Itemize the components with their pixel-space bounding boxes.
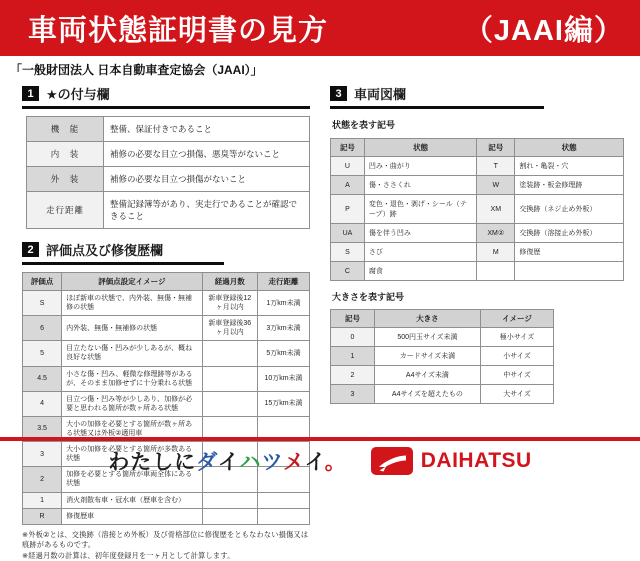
- footnotes: [22, 530, 314, 561]
- table-cell: 修復歴車: [62, 508, 202, 524]
- size-symbol-table: [330, 309, 554, 404]
- slogan-char: イ: [304, 451, 325, 474]
- table-cell: 塗装跡・板金修理跡: [515, 176, 624, 195]
- table-cell: XM②: [477, 224, 515, 243]
- table-cell: 1: [23, 492, 62, 508]
- table-row: [23, 291, 310, 316]
- daihatsu-d-icon: [371, 447, 413, 475]
- section-2-title: 評価点及び修復歴欄: [46, 243, 164, 258]
- table-cell: U: [331, 157, 365, 176]
- table-row: [23, 316, 310, 341]
- page-title: 車両状態証明書の見方: [28, 14, 329, 47]
- section-3-title: 車両図欄: [354, 87, 407, 102]
- column-header: 記号: [331, 310, 375, 328]
- table-cell: 交換跡（溶接止め外板）: [515, 224, 624, 243]
- table-cell: S: [23, 291, 62, 316]
- table-cell: [515, 262, 624, 281]
- size-symbols-label: 大きさを表す記号: [332, 292, 405, 302]
- table-cell: 新車登録後12ヶ月以内: [202, 291, 257, 316]
- table-cell: 2: [331, 366, 375, 385]
- right-column: [330, 84, 626, 404]
- table-cell: A4サイズを超えたもの: [374, 385, 480, 404]
- table-row: [23, 492, 310, 508]
- table-cell: A4サイズ未満: [374, 366, 480, 385]
- table-cell: R: [23, 508, 62, 524]
- table-cell: 5万km未満: [258, 341, 310, 366]
- section-2-header: [22, 240, 224, 265]
- footer: [0, 444, 640, 478]
- table-cell: UA: [331, 224, 365, 243]
- table-cell: 中サイズ: [480, 366, 553, 385]
- table-cell: 小サイズ: [480, 347, 553, 366]
- table-cell: 修復歴: [515, 243, 624, 262]
- table-row: [331, 385, 554, 404]
- edition-label: （JAAI編）: [463, 14, 624, 47]
- table-cell: 4: [23, 391, 62, 416]
- column-header: 走行距離: [258, 273, 310, 291]
- table-cell: 4.5: [23, 366, 62, 391]
- table-row: [331, 328, 554, 347]
- table-cell: 大サイズ: [480, 385, 553, 404]
- slogan-char: ツ: [261, 451, 284, 474]
- table-row: [27, 142, 310, 167]
- table-cell: 傷を伴う凹み: [364, 224, 476, 243]
- table-cell: 極小サイズ: [480, 328, 553, 347]
- header-bar: [0, 0, 640, 56]
- table-cell: さび: [364, 243, 476, 262]
- table-row: [331, 243, 624, 262]
- section-3-number-badge: 3: [330, 86, 347, 101]
- table-cell: P: [331, 195, 365, 224]
- slogan-char: メ: [283, 451, 305, 474]
- table-cell: 10万km未満: [258, 366, 310, 391]
- table-cell: 整備、保証付きであること: [104, 117, 310, 142]
- column-header: 記号: [477, 139, 515, 157]
- table-cell: W: [477, 176, 515, 195]
- condition-symbols-label: 状態を表す記号: [332, 120, 396, 130]
- table-cell: [258, 492, 310, 508]
- table-cell: 小さな傷・凹み、軽微な修理跡等があるが、そのまま加修せずに十分乗れる状態: [62, 366, 202, 391]
- table-row: [23, 508, 310, 524]
- table-cell: 変色・退色・剥げ・シール（テープ）跡: [364, 195, 476, 224]
- table-cell: 加修を必要とする箇所が車両全体にある状態: [62, 467, 202, 492]
- header-row: [331, 310, 554, 328]
- column-header: 評価点: [23, 273, 62, 291]
- column-header: 状態: [515, 139, 624, 157]
- table-row: [23, 366, 310, 391]
- table-row: [331, 262, 624, 281]
- slogan-char: 。: [324, 451, 347, 474]
- slogan-char: た: [130, 451, 153, 474]
- table-cell: 大小の加修を必要とする箇所が多数ある状態: [62, 442, 202, 467]
- table-row: [331, 157, 624, 176]
- table-cell: [202, 508, 257, 524]
- table-cell: 凹み・曲がり: [364, 157, 476, 176]
- table-cell: 500円玉サイズ未満: [374, 328, 480, 347]
- table-cell: 3: [331, 385, 375, 404]
- table-cell: [202, 366, 257, 391]
- table-cell: 走行距離: [27, 192, 104, 229]
- table-row: [331, 195, 624, 224]
- table-cell: 補修の必要な目立つ損傷がないこと: [104, 167, 310, 192]
- column-header: イメージ: [480, 310, 553, 328]
- column-header: 評価点設定イメージ: [62, 273, 202, 291]
- slogan-char: し: [152, 451, 175, 474]
- table-cell: 新車登録後36ヶ月以内: [202, 316, 257, 341]
- table-cell: 外 装: [27, 167, 104, 192]
- section-1-header: [22, 84, 310, 109]
- table-cell: 3万km未満: [258, 316, 310, 341]
- table-cell: 5: [23, 341, 62, 366]
- table-cell: T: [477, 157, 515, 176]
- table-cell: A: [331, 176, 365, 195]
- star-criteria-table: [26, 116, 310, 229]
- slogan-char: わ: [108, 451, 131, 474]
- header-row: [331, 139, 624, 157]
- table-row: [27, 167, 310, 192]
- table-cell: 2: [23, 467, 62, 492]
- table-cell: 整備記録簿等があり、実走行であることが確認できること: [104, 192, 310, 229]
- header-row: [23, 273, 310, 291]
- table-cell: [202, 391, 257, 416]
- table-cell: 6: [23, 316, 62, 341]
- table-cell: 3: [23, 442, 62, 467]
- slogan-char: に: [174, 451, 197, 474]
- divider-line: [0, 437, 640, 441]
- table-cell: 15万km未満: [258, 391, 310, 416]
- table-cell: 機 能: [27, 117, 104, 142]
- column-header: 状態: [364, 139, 476, 157]
- table-cell: 補修の必要な目立つ損傷、悪臭等がないこと: [104, 142, 310, 167]
- table-row: [331, 176, 624, 195]
- table-cell: 交換跡（ネジ止め外板）: [515, 195, 624, 224]
- grade-history-table: [22, 272, 310, 525]
- section-1-title: ★の付与欄: [46, 87, 110, 102]
- left-column: [22, 84, 314, 561]
- table-cell: [202, 492, 257, 508]
- table-cell: 3.5: [23, 416, 62, 441]
- column-header: 記号: [331, 139, 365, 157]
- slogan-char: イ: [217, 451, 240, 474]
- table-cell: 大小の加修を必要とする箇所が数ヶ所ある状態又は外板②適用車: [62, 416, 202, 441]
- daihatsu-logo: [371, 447, 532, 475]
- table-cell: 1万km未満: [258, 291, 310, 316]
- slogan: [108, 446, 347, 476]
- table-row: [331, 224, 624, 243]
- table-row: [27, 192, 310, 229]
- table-cell: 傷・ささくれ: [364, 176, 476, 195]
- footnote-2: ※経過月数の計算は、初年度登録月を一ヶ月として計算します。: [22, 550, 235, 560]
- section-2-number-badge: 2: [22, 242, 39, 257]
- table-row: [23, 391, 310, 416]
- table-row: [27, 117, 310, 142]
- table-cell: ほぼ新車の状態で、内外装、無傷・無補修の状態: [62, 291, 202, 316]
- slogan-char: ハ: [239, 451, 262, 474]
- section-3-header: [330, 84, 544, 109]
- association-subtitle: 「一般財団法人 日本自動車査定協会（JAAI）」: [10, 63, 263, 77]
- table-cell: C: [331, 262, 365, 281]
- table-row: [331, 366, 554, 385]
- table-cell: 割れ・亀裂・穴: [515, 157, 624, 176]
- condition-symbol-table: [330, 138, 624, 281]
- table-row: [331, 347, 554, 366]
- brand-name: DAIHATSU: [420, 449, 532, 472]
- section-1-number-badge: 1: [22, 86, 39, 101]
- table-row: [23, 341, 310, 366]
- table-cell: 内外装、無傷・無補修の状態: [62, 316, 202, 341]
- table-cell: M: [477, 243, 515, 262]
- footnote-1: ※外板②とは、交換跡（溶接とめ外板）及び骨格部位に修復歴をともなわない損傷又は痕跡があるものです。: [22, 529, 309, 550]
- table-cell: [477, 262, 515, 281]
- table-cell: [202, 341, 257, 366]
- table-cell: 腐食: [364, 262, 476, 281]
- table-cell: XM: [477, 195, 515, 224]
- table-cell: S: [331, 243, 365, 262]
- table-cell: 0: [331, 328, 375, 347]
- table-cell: 消火剤散布車・冠水車（歴車を含む）: [62, 492, 202, 508]
- table-cell: 目立たない傷・凹みが少しあるが、概ね良好な状態: [62, 341, 202, 366]
- table-cell: カードサイズ未満: [374, 347, 480, 366]
- table-cell: [258, 508, 310, 524]
- slogan-char: ダ: [196, 451, 218, 474]
- column-header: 大きさ: [374, 310, 480, 328]
- column-header: 経過月数: [202, 273, 257, 291]
- table-cell: 内 装: [27, 142, 104, 167]
- table-cell: 目立つ傷・凹み等が少しあり、加修が必要と思われる箇所が数ヶ所ある状態: [62, 391, 202, 416]
- table-cell: 1: [331, 347, 375, 366]
